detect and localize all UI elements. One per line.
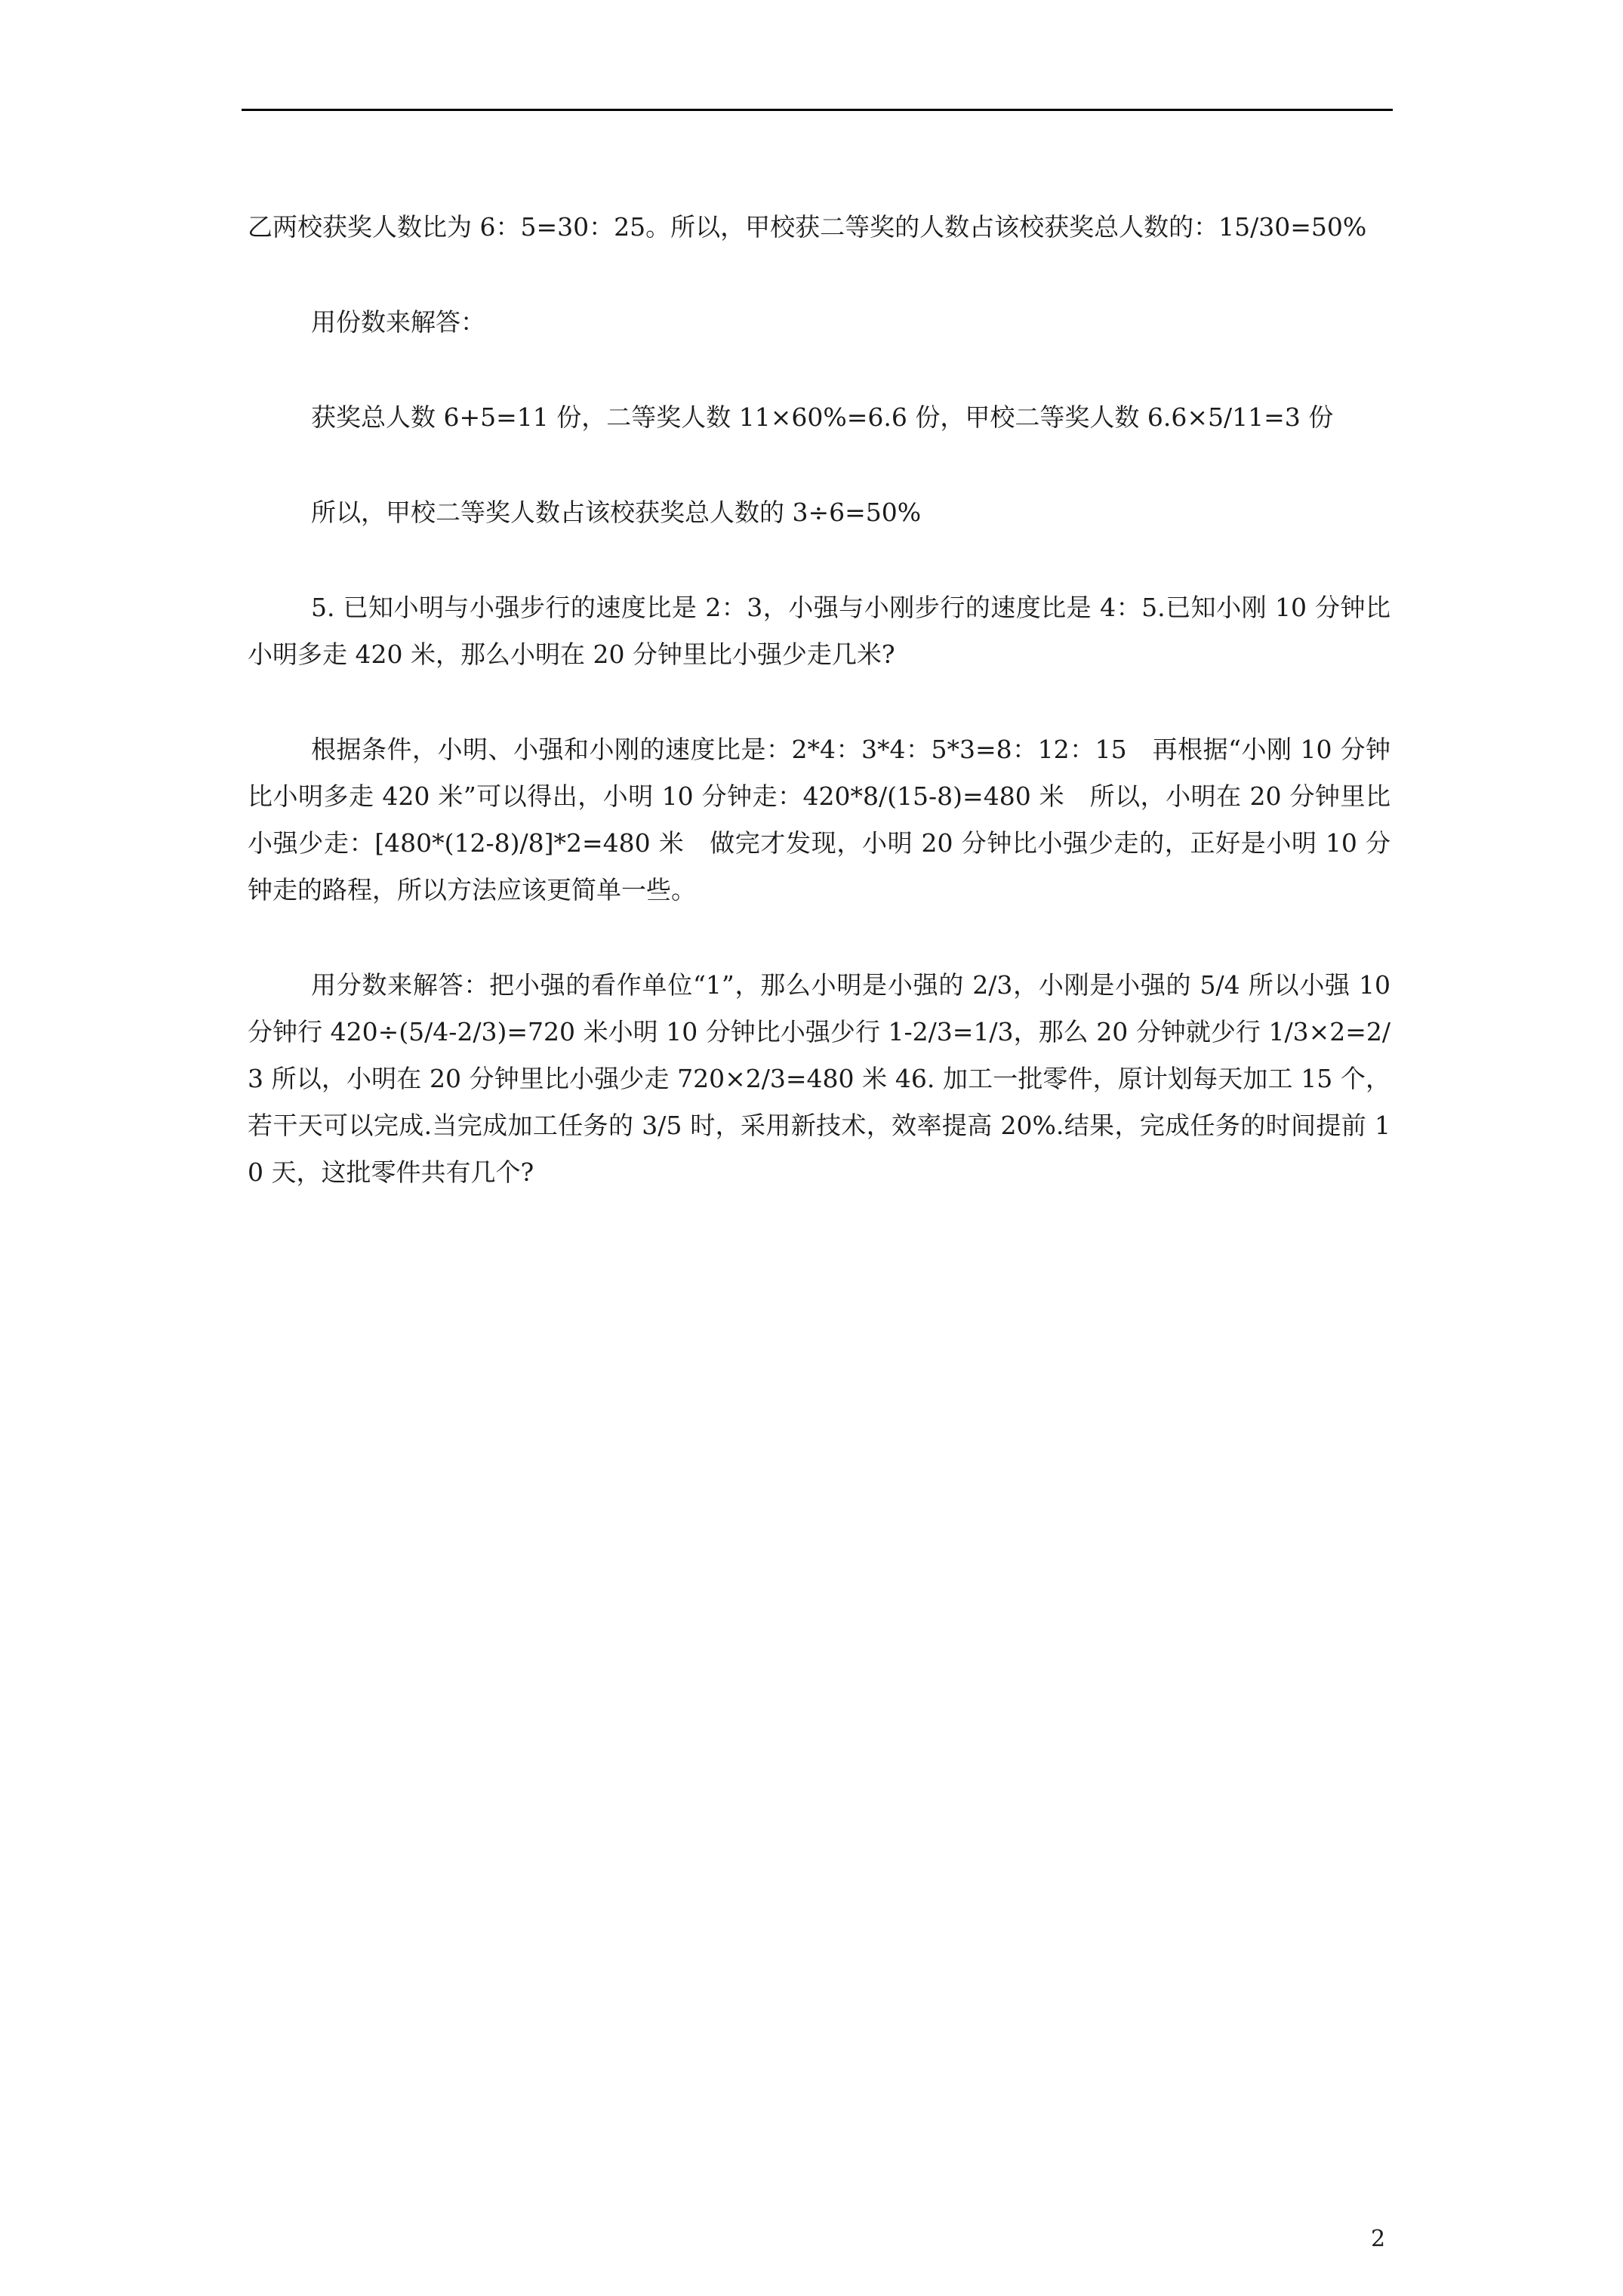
paragraph-question-5: 5. 已知小明与小强步行的速度比是 2：3，小强与小刚步行的速度比是 4：5.已知小刚 10 分钟比小明多走 420 米，那么小明在 20 分钟里比小强少走几米? — [248, 593, 1390, 669]
document-body — [248, 204, 1390, 1244]
paragraph-share-calculation: 获奖总人数 6+5=11 份，二等奖人数 11×60%=6.6 份，甲校二等奖人数 6.6×5/11=3 份 — [311, 402, 1334, 432]
paragraph-solution-ratio: 根据条件，小明、小强和小刚的速度比是：2*4：3*4：5*3=8：12：15 再根据“小刚 10 分钟比小明多走 420 米”可以得出，小明 10 分钟走：420*8/(15-8)=480 米 所以，小明在 20 分钟里比小强少走：[480*(12-8)/8]*2=480 米 做完才发现，小明 20 分钟比小强少走的，正好是小明 10 分钟走的路程，所以方法应该更简单一些。 — [248, 735, 1390, 905]
paragraph-share-conclusion: 所以，甲校二等奖人数占该校获奖总人数的 3÷6=50% — [311, 498, 922, 527]
page-number: 2 — [1371, 2226, 1386, 2252]
paragraph-method-heading: 用份数来解答： — [311, 307, 485, 337]
header-rule — [242, 109, 1393, 111]
paragraph-solution-fraction: 用分数来解答：把小强的看作单位“1”，那么小明是小强的 2/3，小刚是小强的 5/4 所以小强 10 分钟行 420÷(5/4-2/3)=720 米小明 10 分钟比小强少行 1-2/3=1/3，那么 20 分钟就少行 1/3×2=2/3 所以，小明在 20 分钟里比小强少走 720×2/3=480 米 46. 加工一批零件，原计划每天加工 15 个，若干天可以完成.当完成加工任务的 3/5 时，采用新技术，效率提高 20%.结果，完成任务的时间提前 10 天，这批零件共有几个? — [248, 970, 1390, 1187]
paragraph-continuation: 乙两校获奖人数比为 6：5=30：25。所以，甲校获二等奖的人数占该校获奖总人数的：15/30=50% — [248, 212, 1367, 242]
